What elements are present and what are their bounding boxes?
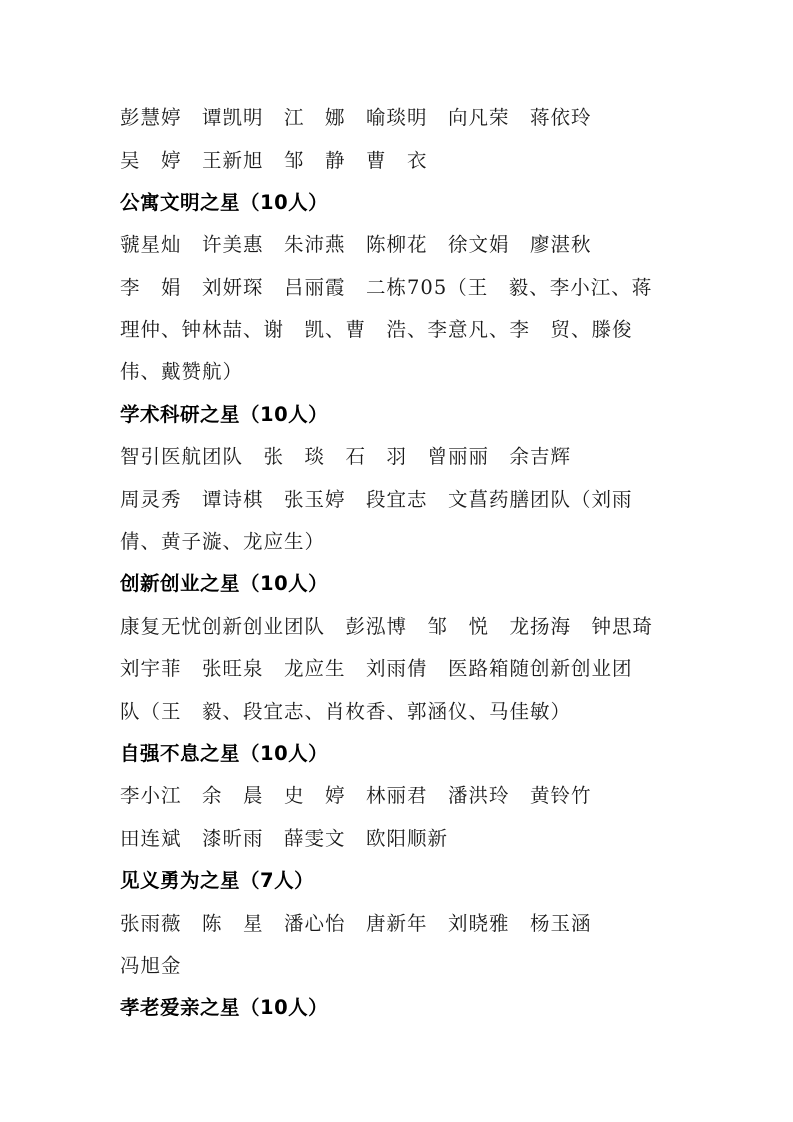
- name-line: 周灵秀 谭诗棋 张玉婷 段宜志 文菖药膳团队（刘雨: [120, 488, 633, 511]
- name-line: 田连斌 漆昕雨 薛雯文 欧阳顺新: [120, 827, 449, 850]
- name-line: 智引医航团队 张 琰 石 羽 曾丽丽 余吉辉: [120, 445, 572, 468]
- section-heading-self-improvement-star: 自强不息之星（10人）: [120, 742, 329, 765]
- name-line: 队（王 毅、段宜志、肖枚香、郭涵仪、马佳敏）: [120, 700, 572, 723]
- name-line: 张雨薇 陈 星 潘心怡 唐新年 刘晓雅 杨玉涵: [120, 912, 592, 935]
- name-line: 李 娟 刘妍琛 吕丽霞 二栋705（王 毅、李小江、蒋: [120, 276, 653, 299]
- name-line: 理仲、钟林喆、谢 凯、曹 浩、李意凡、李 贸、滕俊: [120, 318, 633, 341]
- name-line: 虢星灿 许美惠 朱沛燕 陈柳花 徐文娟 廖湛秋: [120, 233, 592, 256]
- name-line: 刘宇菲 张旺泉 龙应生 刘雨倩 医路箱随创新创业团: [120, 657, 633, 680]
- name-line: 吴 婷 王新旭 邹 静 曹 衣: [120, 149, 428, 172]
- name-line: 李小江 余 晨 史 婷 林丽君 潘洪玲 黄铃竹: [120, 784, 592, 807]
- section-heading-filial-piety-star: 孝老爱亲之星（10人）: [120, 996, 329, 1019]
- name-line: 倩、黄子漩、龙应生）: [120, 530, 326, 553]
- section-heading-dormitory-civility-star: 公寓文明之星（10人）: [120, 191, 329, 214]
- name-line: 冯旭金: [120, 954, 182, 977]
- section-heading-courage-star: 见义勇为之星（7人）: [120, 869, 315, 892]
- name-line: 彭慧婷 谭凯明 江 娜 喻琰明 向凡荣 蒋依玲: [120, 106, 592, 129]
- section-heading-innovation-entrepreneurship-star: 创新创业之星（10人）: [120, 572, 329, 595]
- name-line: 康复无忧创新创业团队 彭泓博 邹 悦 龙扬海 钟思琦: [120, 615, 654, 638]
- section-heading-academic-research-star: 学术科研之星（10人）: [120, 403, 329, 426]
- name-line: 伟、戴赞航）: [120, 360, 244, 383]
